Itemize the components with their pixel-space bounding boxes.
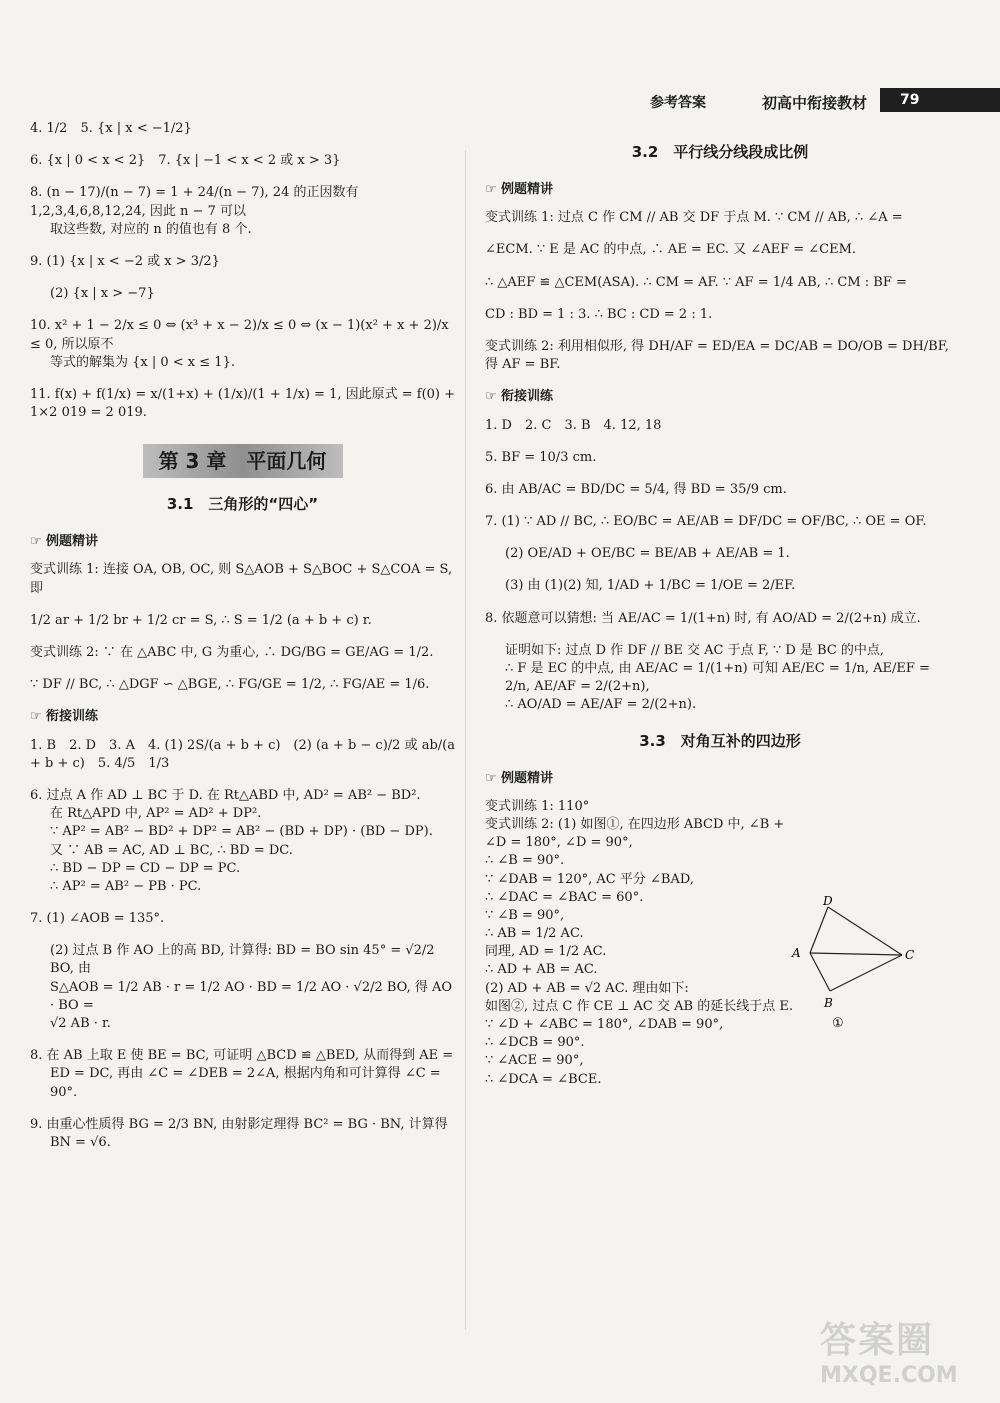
chapter-title: 第 3 章 平面几何 — [143, 444, 343, 478]
answer-line: ∵ DF // BC, ∴ △DGF ∽ △BGE, ∴ FG/GE = 1/2, ∴ FG/AE = 1/6. — [30, 677, 430, 693]
answer-line: 1/2 ar + 1/2 br + 1/2 cr = S, ∴ S = 1/2 (a + b + c) r. — [30, 612, 372, 628]
section-title: 3.2 平行线分线段成比例 — [631, 143, 809, 161]
answer-line: √2 AB · r. — [50, 1016, 111, 1031]
vertex-label-d: D — [823, 895, 833, 908]
answer-line: ∵ ∠D + ∠ABC = 180°, ∠DAB = 90°, — [485, 1017, 724, 1032]
answer-line: ∴ AB = 1/2 AC. — [485, 926, 584, 942]
vertex-label-a: A — [792, 946, 801, 960]
answer-line: (3) 由 (1)(2) 知, 1/AD + 1/BC = 1/OE = 2/EF. — [505, 578, 796, 594]
answer-line: ∠D = 180°, ∠D = 90°, — [485, 835, 633, 851]
answer-line: 7. (1) ∠AOB = 135°. — [30, 911, 165, 927]
section-title: 3.1 三角形的“四心” — [166, 495, 319, 514]
subsection-heading: ☞ 例题精讲 — [485, 181, 955, 199]
answer-line: 等式的解集为 {x | 0 < x ≤ 1}. — [50, 354, 235, 370]
answer-line: 5. BF = 10/3 cm. — [485, 449, 597, 465]
watermark-line-2: MXQE.COM — [820, 1363, 958, 1388]
answer-line: 6. 过点 A 作 AD ⊥ BC 于 D. 在 Rt△ABD 中, AD² = AB² − BD². — [30, 787, 421, 803]
answer-line: 11. f(x) + f(1/x) = x/(1+x) + (1/x)/(1 + 1/x) = 1, 因此原式 = f(0) + 1×2 019 = 2 019. — [30, 386, 456, 421]
answer-line: 变式训练 2: (1) 如图①, 在四边形 ABCD 中, ∠B + — [485, 816, 785, 832]
subsection-heading: ☞ 例题精讲 — [30, 533, 455, 551]
header-ref-label: 参考答案 — [650, 95, 706, 111]
answer-line: ∴ ∠DCB = 90°. — [485, 1035, 585, 1051]
answer-line: ∵ AP² = AB² − BD² + DP² = AB² − (BD + DP) · (BD − DP). — [50, 824, 433, 840]
answer-line: 8. (n − 17)/(n − 7) = 1 + 24/(n − 7), 24 的正因数有 1,2,3,4,6,8,12,24, 因此 n − 7 可以 — [30, 185, 359, 219]
answer-line: ∴ ∠DAC = ∠BAC = 60°. — [485, 889, 644, 905]
answer-line: ED = DC, 再由 ∠C = ∠DEB = 2∠A, 根据内角和可计算得 ∠C = 90°. — [50, 1066, 441, 1100]
answer-line: ∴ ∠B = 90°. — [485, 853, 565, 869]
answer-line: 变式训练 1: 过点 C 作 CM // AB 交 DF 于点 M. ∵ CM // AB, ∴ ∠A = — [485, 210, 903, 226]
answer-line: ∵ ∠DAB = 120°, AC 平分 ∠BAD, — [485, 871, 694, 887]
answer-line: 6. {x | 0 < x < 2} 7. {x | −1 < x < 2 或 x > 3} — [30, 153, 341, 169]
figure-caption: ① — [832, 1016, 844, 1031]
column-divider — [465, 150, 466, 1330]
answer-line: ∴ F 是 EC 的中点, 由 AE/AC = 1/(1+n) 可知 AE/EC = 1/n, AE/EF = 2/n, AE/AF = 2/(2+n), — [505, 661, 930, 695]
answer-line: 同理, AD = 1/2 AC. — [485, 944, 607, 960]
header-book-title: 初高中衔接教材 — [762, 94, 868, 112]
answer-line: ∴ △AEF ≌ △CEM(ASA). ∴ CM = AF. ∵ AF = 1/4 AB, ∴ CM : BF = — [485, 274, 907, 290]
left-column — [30, 120, 455, 1166]
answer-line: 取这些数, 对应的 n 的值也有 8 个. — [50, 221, 252, 237]
quadrilateral-figure — [780, 895, 920, 1035]
answer-line: (2) {x | x > −7} — [50, 286, 155, 302]
answer-line: 8. 在 AB 上取 E 使 BE = BC, 可证明 △BCD ≌ △BED, 从而得到 AE = — [30, 1048, 454, 1064]
header-tab — [880, 88, 1000, 112]
vertex-label-c: C — [905, 948, 915, 962]
answer-line: ∵ ∠B = 90°, — [485, 907, 565, 923]
answer-line: ∴ AD + AB = AC. — [485, 962, 598, 978]
pointing-hand-icon: ☞ — [485, 182, 497, 197]
answer-line: (2) 过点 B 作 AO 上的高 BD, 计算得: BD = BO sin 45° = √2/2 BO, 由 — [50, 943, 435, 977]
answer-line: ∵ ∠ACE = 90°, — [485, 1053, 584, 1069]
answer-line: BN = √6. — [50, 1134, 111, 1150]
answer-line: 如图②, 过点 C 作 CE ⊥ AC 交 AB 的延长线于点 E. — [485, 998, 793, 1014]
answer-line: ∴ AO/AD = AE/AF = 2/(2+n). — [505, 697, 697, 713]
answer-line: 变式训练 2: 利用相似形, 得 DH/AF = ED/EA = DC/AB = DO/OB = DH/BF, 得 AF = BF. — [485, 338, 949, 373]
answer-line: 10. x² + 1 − 2/x ≤ 0 ⇔ (x³ + x − 2)/x ≤ 0 ⇔ (x − 1)(x² + x + 2)/x ≤ 0, 所以原不 — [30, 318, 449, 352]
pointing-hand-icon: ☞ — [30, 709, 42, 725]
answer-line: 变式训练 1: 110° — [485, 798, 590, 814]
section-title: 3.3 对角互补的四边形 — [639, 731, 801, 750]
answer-line: 9. 由重心性质得 BG = 2/3 BN, 由射影定理得 BC² = BG · BN, 计算得 — [30, 1116, 448, 1132]
subsection-heading: ☞ 衔接训练 — [30, 708, 455, 726]
answer-line: 变式训练 1: 连接 OA, OB, OC, 则 S△AOB + S△BOC + S△COA = S, 即 — [30, 562, 453, 596]
site-watermark — [820, 1312, 990, 1392]
subsection-heading: ☞ 衔接训练 — [485, 388, 955, 406]
answer-line: ∴ AP² = AB² − PB · PC. — [50, 878, 202, 894]
answer-line: 变式训练 2: ∵ 在 △ABC 中, G 为重心, ∴ DG/BG = GE/AG = 1/2. — [30, 645, 434, 660]
answer-line: CD : BD = 1 : 3. ∴ BC : CD = 2 : 1. — [485, 306, 713, 322]
answer-line: ∴ BD − DP = CD − DP = PC. — [50, 860, 241, 876]
answer-line: (2) OE/AD + OE/BC = BE/AB + AE/AB = 1. — [505, 546, 790, 562]
page-number: 79 — [900, 92, 920, 108]
answer-line: 9. (1) {x | x < −2 或 x > 3/2} — [30, 253, 220, 269]
pointing-hand-icon: ☞ — [485, 770, 497, 786]
answer-line: 1. B 2. D 3. A 4. (1) 2S/(a + b + c) (2) (a + b − c)/2 或 ab/(a + b + c) 5. 4/5 1/3 — [30, 737, 455, 771]
answer-line: 1. D 2. C 3. B 4. 12, 18 — [485, 417, 662, 433]
answer-line: 8. 依题意可以猜想: 当 AE/AC = 1/(1+n) 时, 有 AO/AD = 2/(2+n) 成立. — [485, 610, 921, 626]
subsection-heading: ☞ 例题精讲 — [485, 770, 955, 788]
pointing-hand-icon: ☞ — [30, 534, 42, 550]
watermark-line-1: 答案圈 — [820, 1320, 935, 1361]
answer-line: S△AOB = 1/2 AB · r = 1/2 AO · BD = 1/2 AO · √2/2 BO, 得 AO · BO = — [50, 979, 453, 1013]
answer-line: ∠ECM. ∵ E 是 AC 的中点, ∴ AE = EC. 又 ∠AEF = ∠CEM. — [485, 242, 857, 258]
answer-line: 证明如下: 过点 D 作 DF // BE 交 AC 于点 F, ∵ D 是 BC 的中点, — [505, 642, 885, 658]
answer-line: ∴ ∠DCA = ∠BCE. — [485, 1071, 602, 1087]
answer-line: 7. (1) ∵ AD // BC, ∴ EO/BC = AE/AB = DF/DC = OF/BC, ∴ OE = OF. — [485, 514, 927, 530]
answer-line: 6. 由 AB/AC = BD/DC = 5/4, 得 BD = 35/9 cm. — [485, 481, 787, 497]
answer-line: 在 Rt△APD 中, AP² = AD² + DP². — [50, 806, 262, 822]
pointing-hand-icon: ☞ — [485, 389, 497, 405]
answer-line: 4. 1/2 5. {x | x < −1/2} — [30, 121, 192, 136]
answer-line: 又 ∵ AB = AC, AD ⊥ BC, ∴ BD = DC. — [50, 842, 293, 858]
vertex-label-b: B — [824, 996, 833, 1010]
answer-line: (2) AD + AB = √2 AC. 理由如下: — [485, 980, 689, 996]
page-header — [650, 88, 1000, 114]
